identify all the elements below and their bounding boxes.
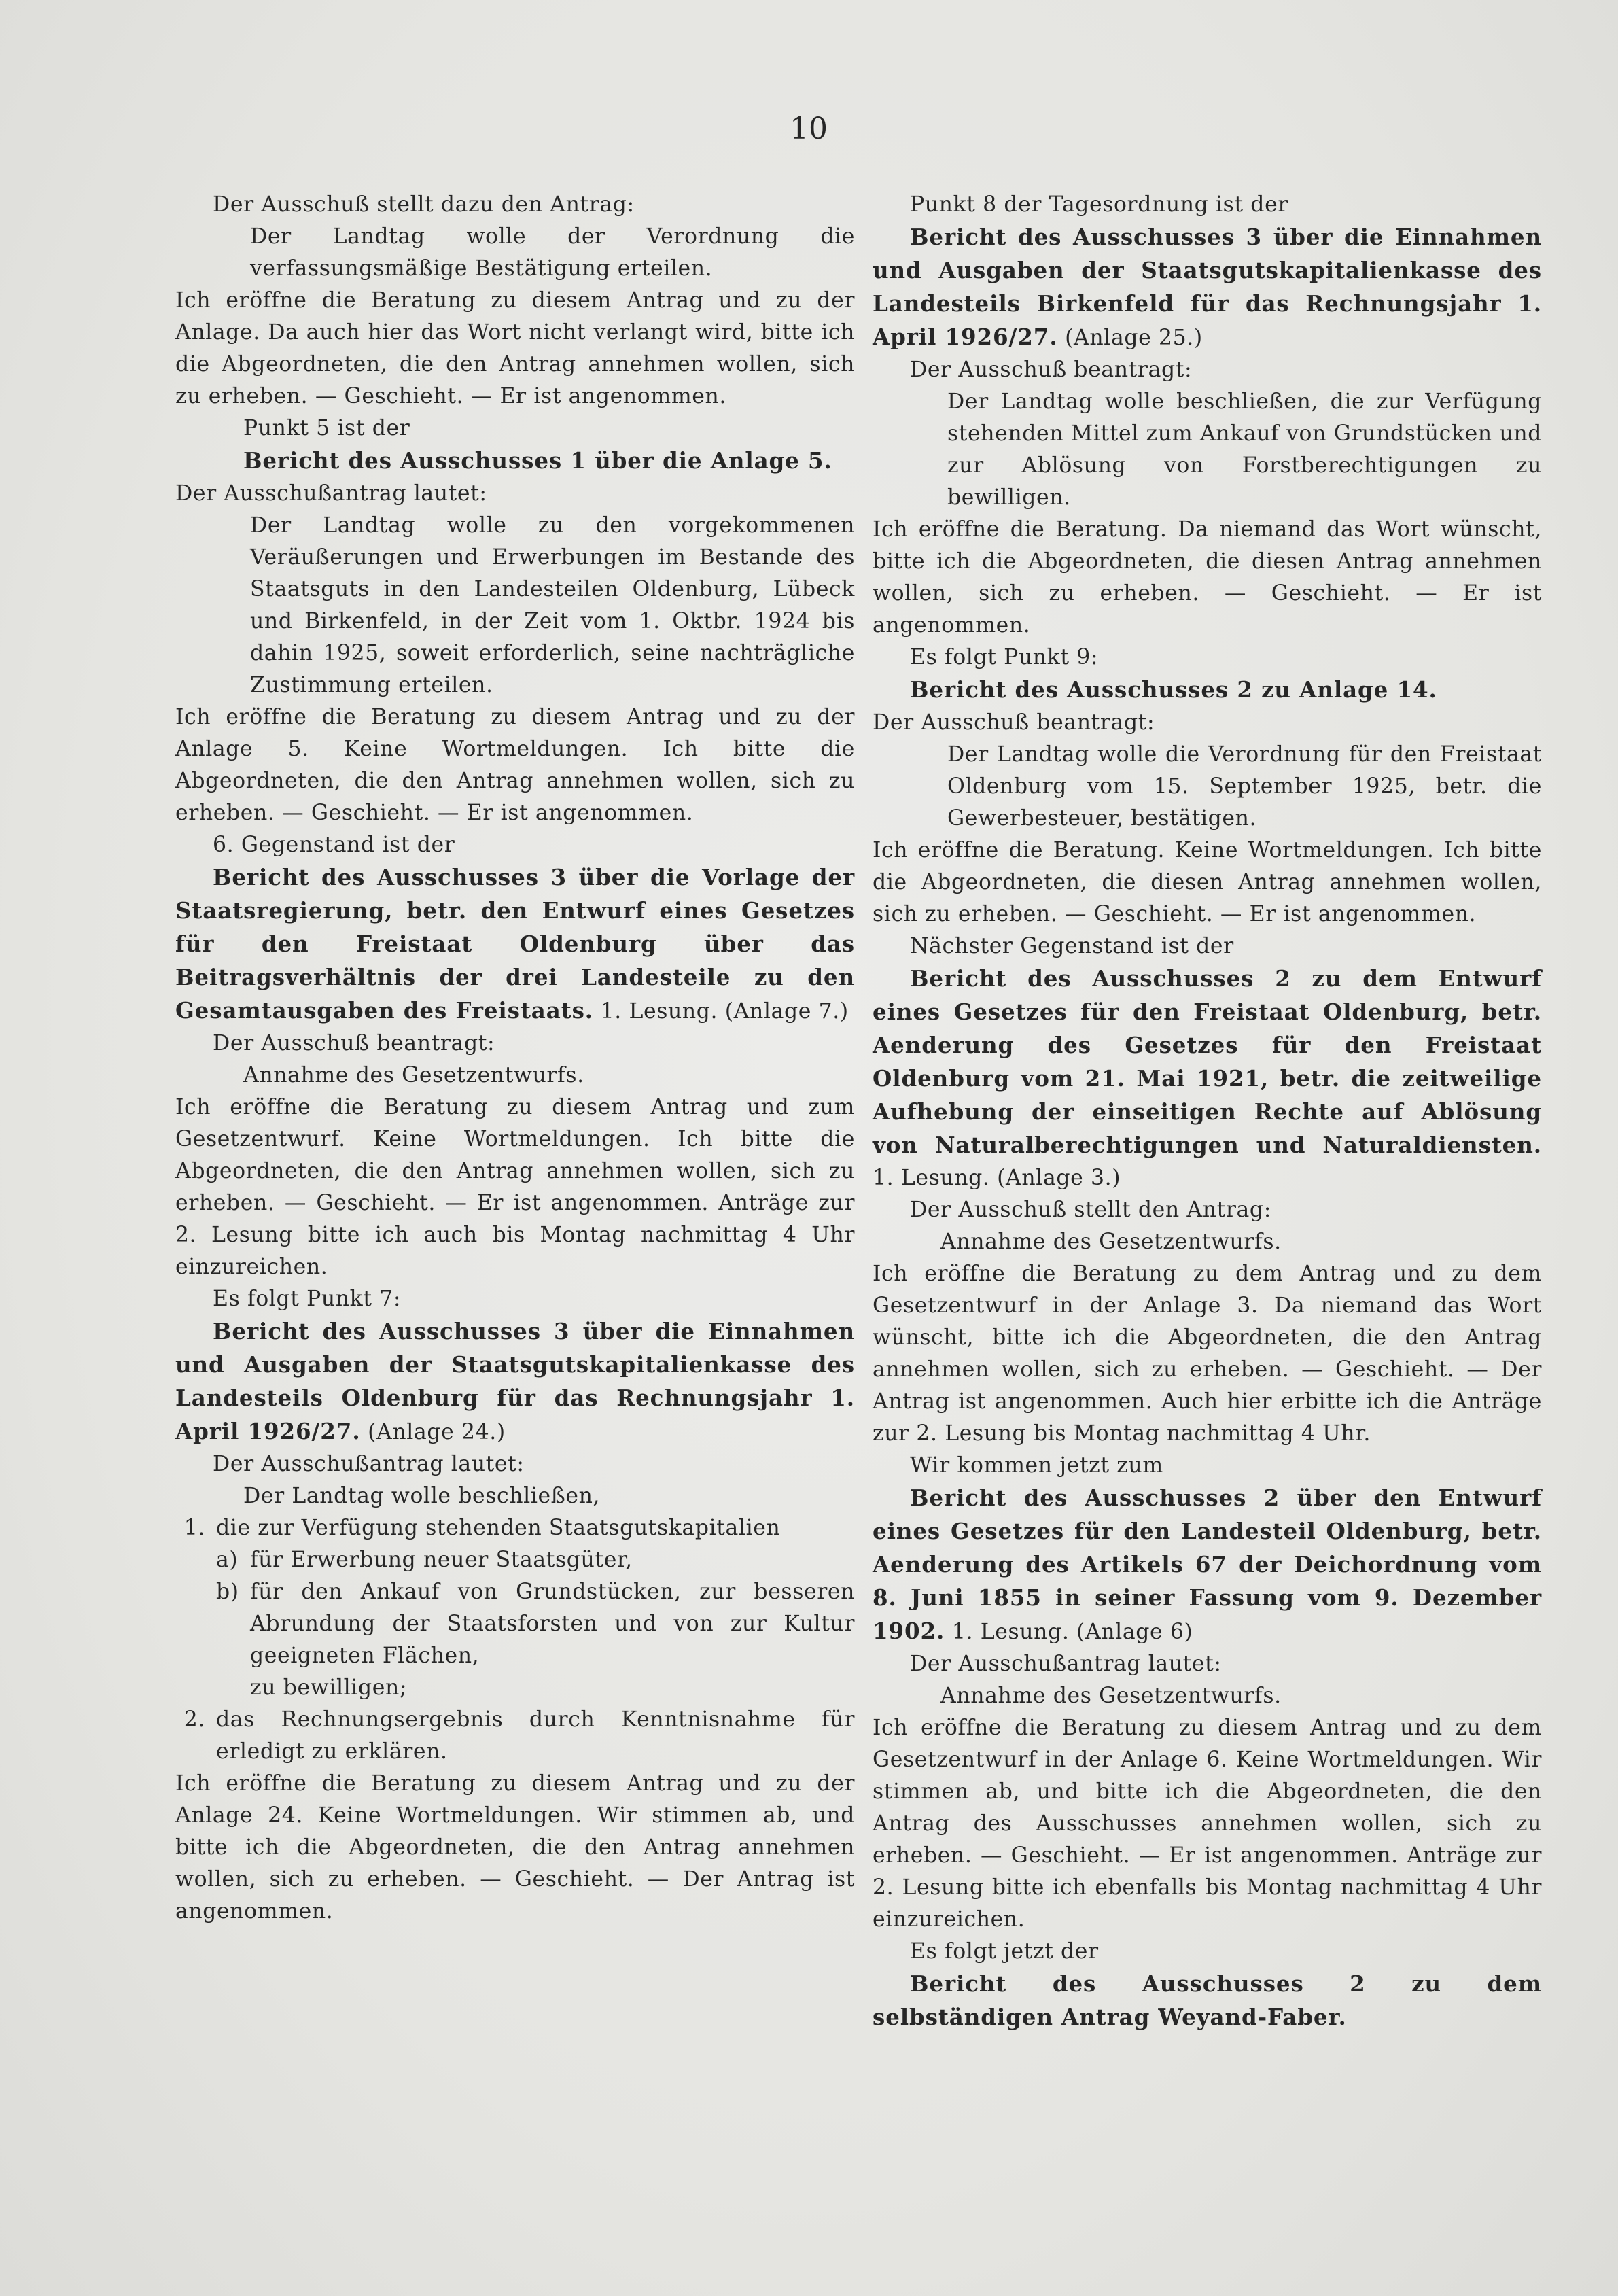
paragraph: Der Ausschußantrag lautet: (175, 481, 487, 506)
sub-item (216, 1576, 855, 1672)
paragraph: Ich eröffne die Beratung. Da niemand das Wort wünscht, bitte ich die Abgeordneten, die diesen Antrag annehmen wollen, sich zu erheben. — Geschieht. — Er ist angenommen. (873, 517, 1542, 638)
paragraph: Annahme des Gesetzentwurfs. (243, 1063, 584, 1088)
report-heading: Bericht des Ausschusses 1 über die Anlage 5. (243, 447, 832, 474)
paragraph: Der Landtag wolle zu den vorgekommenen Veräußerungen und Erwerbungen im Bestande des Staatsguts in den Landesteilen Oldenburg, Lübeck und Birkenfeld, in der Zeit vom 1. Oktbr. 1924 bis dahin 1925, soweit erforderlich, seine nachträgliche Zustimmung erteilen. (250, 513, 855, 697)
paragraph: Ich eröffne die Beratung zu diesem Antrag und zu der Anlage. Da auch hier das Wort nicht verlangt wird, bitte ich die Abgeordneten, die den Antrag annehmen wollen, sich zu erheben. — Geschieht. — Er ist angenommen. (175, 288, 855, 408)
paragraph: Ich eröffne die Beratung zu diesem Antrag und zu dem Gesetzentwurf in der Anlage 6. Keine Wortmeldungen. Wir stimmen ab, und bitte ich die Abgeordneten, die den Antrag des Ausschusses annehmen wollen, sich zu erheben. — Geschieht. — Er ist angenommen. Anträge zur 2. Lesung bitte ich ebenfalls bis Montag nachmittag 4 Uhr einzureichen. (873, 1716, 1542, 1932)
paragraph: Der Ausschuß beantragt: (873, 710, 1155, 735)
paragraph: 6. Gegenstand ist der (213, 833, 455, 857)
list-item (175, 1512, 855, 1704)
paragraph: Wir kommen jetzt zum (910, 1453, 1163, 1478)
report-heading: Bericht des Ausschusses 3 über die Einnahmen und Ausgaben der Staatsgutskapitalienkasse des Landesteils Oldenburg für das Rechnungsjahr 1. April 1926/27. (175, 1318, 855, 1444)
list-number: 1. (183, 1516, 205, 1540)
paragraph (873, 1482, 1542, 1648)
paragraph: Es folgt Punkt 9: (910, 645, 1099, 669)
paragraph (175, 445, 855, 478)
paragraph: Ich eröffne die Beratung zu diesem Antrag und zum Gesetzentwurf. Keine Wortmeldungen. Ich bitte die Abgeordneten, die den Antrag annehmen wollen, sich zu erheben. — Geschieht. — Er ist angenommen. Anträge zur 2. Lesung bitte ich auch bis Montag nachmittag 4 Uhr einzureichen. (175, 1095, 855, 1279)
report-heading: Bericht des Ausschusses 3 über die Vorlage der Staatsregierung, betr. den Entwurf eines Gesetzes für den Freistaat Oldenburg über das Beitragsverhältnis der drei Landesteile zu den Gesamtausgaben des Freistaats. (175, 864, 855, 1024)
paragraph (175, 1315, 855, 1448)
paragraph: Der Landtag wolle beschließen, (243, 1484, 601, 1508)
report-heading: Bericht des Ausschusses 2 zu dem selbständigen Antrag Weyand-Faber. (873, 1970, 1542, 2030)
paragraph: Der Landtag wolle die Verordnung für den Freistaat Oldenburg vom 15. September 1925, betr. die Gewerbesteuer, bestätigen. (947, 742, 1542, 831)
sub-item-mark: a) (216, 1548, 239, 1572)
paragraph (175, 861, 855, 1028)
paragraph: Der Ausschuß beantragt: (213, 1031, 495, 1056)
paragraph: Der Ausschuß beantragt: (910, 358, 1193, 382)
list-item-text: das Rechnungsergebnis durch Kenntnisnahme für erledigt zu erklären. (216, 1707, 855, 1764)
resolution-list (175, 1512, 855, 1768)
reading-annotation: (Anlage 24.) (360, 1420, 506, 1444)
paragraph (873, 674, 1542, 707)
paragraph: Nächster Gegenstand ist der (910, 934, 1234, 958)
paragraph: Der Ausschußantrag lautet: (213, 1452, 525, 1476)
report-heading: Bericht des Ausschusses 2 zu Anlage 14. (910, 676, 1437, 703)
sub-item (216, 1544, 855, 1576)
list-number: 2. (183, 1707, 205, 1732)
list-item (175, 1704, 855, 1768)
paragraph: Annahme des Gesetzentwurfs. (940, 1684, 1282, 1708)
paragraph: Es folgt Punkt 7: (213, 1287, 402, 1311)
paragraph (873, 1968, 1542, 2034)
paragraph: Ich eröffne die Beratung. Keine Wortmeldungen. Ich bitte die Abgeordneten, die diesen Antrag annehmen wollen, sich zu erheben. — Geschieht. — Er ist angenommen. (873, 838, 1542, 926)
list-item-body (216, 1512, 855, 1704)
paragraph: Punkt 5 ist der (243, 416, 410, 440)
sub-item-text: für Erwerbung neuer Staatsgüter, (250, 1548, 633, 1572)
paragraph: Der Landtag wolle beschließen, die zur Verfügung stehenden Mittel zum Ankauf von Grundstücken und zur Ablösung von Forstberechtigungen zu bewilligen. (947, 389, 1542, 510)
report-heading: Bericht des Ausschusses 2 über den Entwurf eines Gesetzes für den Landesteil Oldenburg, betr. Aenderung des Artikels 67 der Deichordnung vom 8. Juni 1855 in seiner Fassung vom 9. Dezember 1902. (873, 1484, 1542, 1644)
paragraph: Ich eröffne die Beratung zu dem Antrag und zu dem Gesetzentwurf in der Anlage 3. Da niemand das Wort wünscht, bitte ich die Abgeordneten, die den Antrag annehmen wollen, sich zu erheben. — Geschieht. — Der Antrag ist angenommen. Auch hier erbitte ich die Anträge zur 2. Lesung bis Montag nachmittag 4 Uhr. (873, 1262, 1542, 1446)
paragraph (873, 962, 1542, 1194)
left-column (175, 189, 855, 1928)
paragraph: Der Ausschuß stellt den Antrag: (910, 1198, 1271, 1222)
page-number: 10 (790, 111, 828, 146)
paragraph: Punkt 8 der Tagesordnung ist der (910, 192, 1288, 217)
reading-annotation: (Anlage 25.) (1057, 326, 1203, 350)
report-heading: Bericht des Ausschusses 2 zu dem Entwurf eines Gesetzes für den Freistaat Oldenburg, betr. Aenderung des Gesetzes für den Freistaat Oldenburg vom 21. Mai 1921, betr. die zeitweilige Aufhebung der einseitigen Rechte auf Ablösung von Naturalberechtigungen und Naturaldiensten. (873, 965, 1542, 1158)
paragraph: Ich eröffne die Beratung zu diesem Antrag und zu der Anlage 5. Keine Wortmeldungen. Ich bitte die Abgeordneten, die den Antrag annehmen wollen, sich zu erheben. — Geschieht. — Er ist angenommen. (175, 705, 855, 825)
paragraph: Ich eröffne die Beratung zu diesem Antrag und zu der Anlage 24. Keine Wortmeldungen. Wir stimmen ab, und bitte ich die Abgeordneten, die den Antrag annehmen wollen, sich zu erheben. — Geschieht. — Der Antrag ist angenommen. (175, 1771, 855, 1924)
paragraph (873, 221, 1542, 354)
paragraph: Der Ausschußantrag lautet: (910, 1652, 1222, 1676)
list-item-text: die zur Verfügung stehenden Staatsgutskapitalien (216, 1516, 781, 1540)
paragraph: Es folgt jetzt der (910, 1939, 1099, 1964)
list-item-conclusion: zu bewilligen; (250, 1675, 408, 1700)
paragraph: Der Landtag wolle der Verordnung die verfassungsmäßige Bestätigung erteilen. (250, 224, 855, 281)
sub-item-mark: b) (216, 1580, 239, 1604)
report-heading: Bericht des Ausschusses 3 über die Einnahmen und Ausgaben der Staatsgutskapitalienkasse des Landesteils Birkenfeld für das Rechnungsjahr 1. April 1926/27. (873, 224, 1542, 350)
paragraph: Der Ausschuß stellt dazu den Antrag: (213, 192, 635, 217)
list-item-body (216, 1704, 855, 1768)
reading-annotation: 1. Lesung. (Anlage 7.) (593, 999, 849, 1024)
paragraph: Annahme des Gesetzentwurfs. (940, 1230, 1282, 1254)
sub-item-text: für den Ankauf von Grundstücken, zur besseren Abrundung der Staatsforsten und von zur Kultur geeigneten Flächen, (250, 1580, 855, 1668)
right-column (873, 189, 1542, 2034)
reading-annotation: 1. Lesung. (Anlage 6) (945, 1620, 1193, 1644)
reading-annotation: 1. Lesung. (Anlage 3.) (873, 1166, 1121, 1190)
